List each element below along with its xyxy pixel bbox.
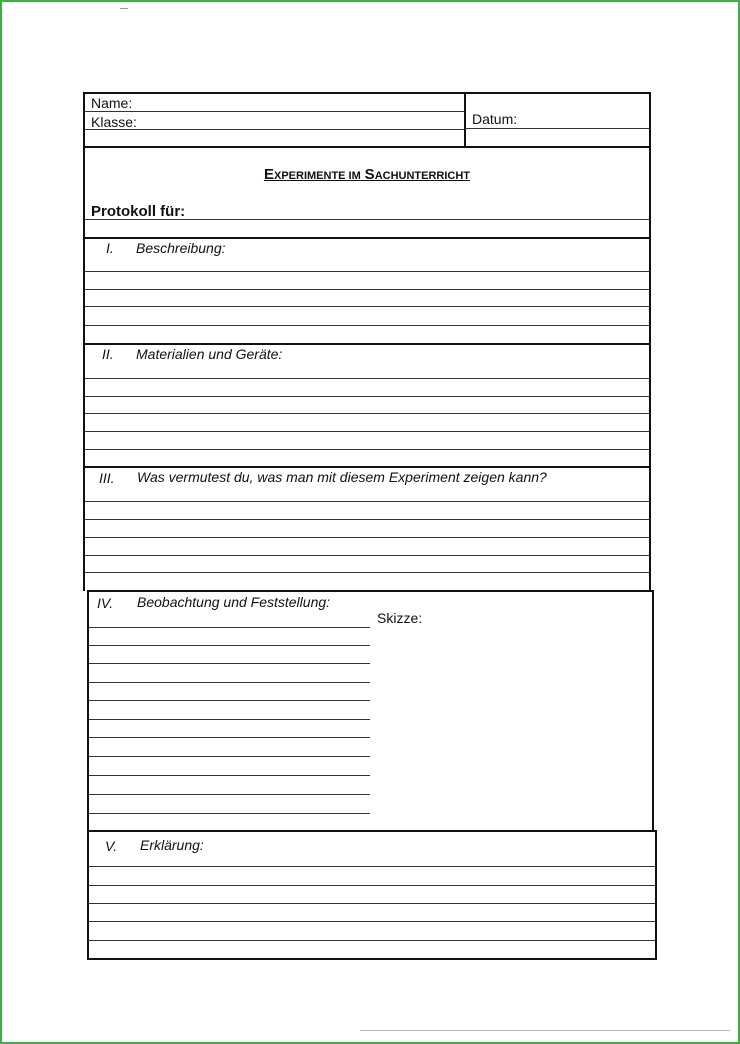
scan-mark (120, 8, 128, 9)
section-1-label: Beschreibung: (136, 240, 226, 256)
section-4-numeral: IV. (97, 595, 114, 611)
date-label: Datum: (472, 111, 518, 127)
section-2-numeral: II. (102, 346, 114, 362)
sketch-label: Skizze: (377, 610, 423, 626)
section-5-numeral: V. (105, 838, 118, 854)
class-label: Klasse: (91, 114, 137, 130)
section-5-label: Erklärung: (140, 837, 204, 853)
section-4-label: Beobachtung und Feststellung: (137, 594, 331, 610)
form-title: EXPERIMENTE IM SACHUNTERRICHT (263, 166, 471, 183)
section-2-label: Materialien und Geräte: (136, 346, 283, 362)
section-3-label: Was vermutest du, was man mit diesem Experiment zeigen kann? (137, 469, 547, 485)
scan-edge (360, 1030, 730, 1031)
section-3-numeral: III. (99, 470, 115, 486)
name-label: Name: (91, 95, 133, 111)
protocol-label: Protokoll für: (91, 203, 186, 220)
section-1-numeral: I. (106, 240, 114, 256)
